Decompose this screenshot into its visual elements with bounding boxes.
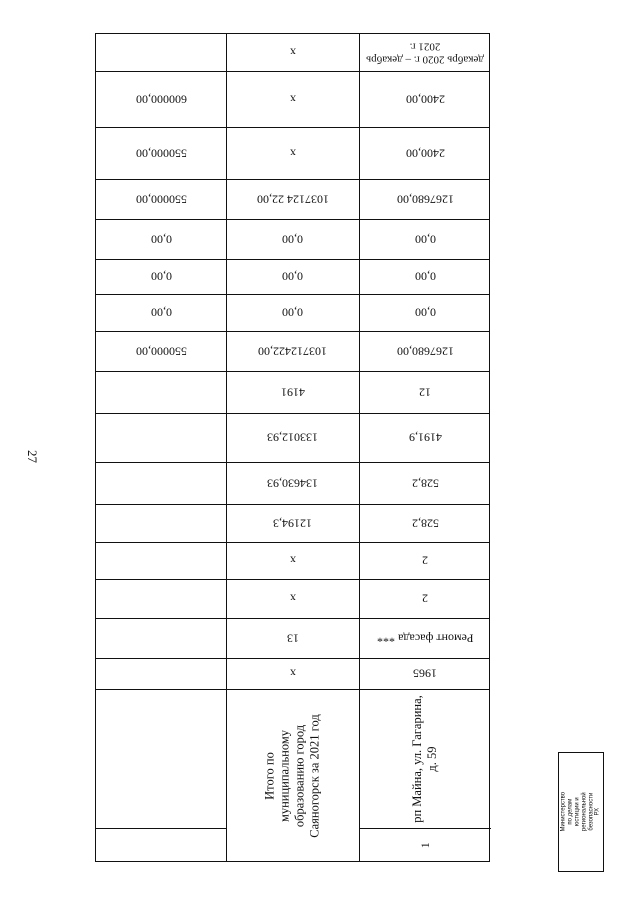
table-cell: [96, 689, 226, 828]
table-cell: рп Майна, ул. Гагарина, д. 59: [410, 694, 439, 823]
table-cell: 528,2: [411, 516, 439, 531]
table-cell: 1: [417, 842, 432, 849]
table-cell: 13: [286, 631, 299, 646]
table-cell: [96, 371, 226, 413]
table-cell: 0,00: [414, 232, 436, 247]
table-cell: 0,00: [150, 269, 172, 284]
page-number: 27: [25, 450, 40, 463]
table-cell: 1267680,00: [396, 192, 454, 207]
table-cell: 0,00: [414, 269, 436, 284]
table-cell: 2400,00: [405, 146, 445, 161]
table-cell: [96, 504, 226, 542]
table-cell: 0,00: [282, 232, 303, 247]
table-cell: 12: [419, 385, 431, 400]
table-cell: 0,00: [150, 305, 172, 320]
table-cell: 0,00: [282, 269, 303, 284]
table-cell: 4191,9: [408, 430, 442, 445]
registration-stamp: Министерство по делам юстиции и региональной безопасности РХ: [558, 752, 604, 872]
table-cell: x: [289, 553, 296, 568]
table-cell: [96, 658, 226, 689]
table-cell: 528,2: [411, 476, 439, 491]
table-cell: 550000,00: [135, 344, 187, 359]
table-cell: 0,00: [414, 305, 436, 320]
table-cell: 1037124 22,00: [256, 192, 329, 207]
table-cell: x: [289, 666, 296, 681]
table-cell: 1267680,00: [396, 344, 454, 359]
table-cell: Ремонт фасада ***: [376, 631, 474, 646]
table-cell: [96, 542, 226, 579]
table-cell: x: [289, 45, 296, 60]
table-cell: 2400,00: [405, 92, 445, 107]
table-cell: 600000,00: [135, 92, 187, 107]
table-cell: 550000,00: [135, 146, 187, 161]
table-cell: x: [289, 92, 296, 107]
table-cell: [96, 579, 226, 618]
table-cell: x: [289, 146, 296, 161]
table-cell: [96, 618, 226, 658]
table-cell: 12194,3: [273, 516, 312, 531]
table-cell: [96, 462, 226, 504]
table-cell: 0,00: [150, 232, 172, 247]
table-cell: x: [289, 591, 296, 606]
table-cell: 133012,93: [267, 430, 318, 445]
table-cell: Итого по муниципальному образованию город Саяногорск за 2021 год: [262, 714, 322, 838]
table-cell: [96, 413, 226, 462]
table-cell: 550000,00: [135, 192, 187, 207]
table-cell: 103712422,00: [258, 344, 327, 359]
table-cell: [96, 34, 226, 71]
table-cell: [96, 828, 226, 863]
data-table: [95, 33, 490, 862]
table-cell: 1965: [413, 666, 437, 681]
table-cell: 0,00: [282, 305, 303, 320]
table-cell: 2: [422, 591, 428, 606]
table-cell: декабрь 2020 г. – декабрь 2021 г.: [366, 40, 484, 66]
table-cell: 4191: [280, 385, 305, 400]
table-cell: 134630,93: [267, 476, 318, 491]
table-cell: 2: [422, 553, 428, 568]
